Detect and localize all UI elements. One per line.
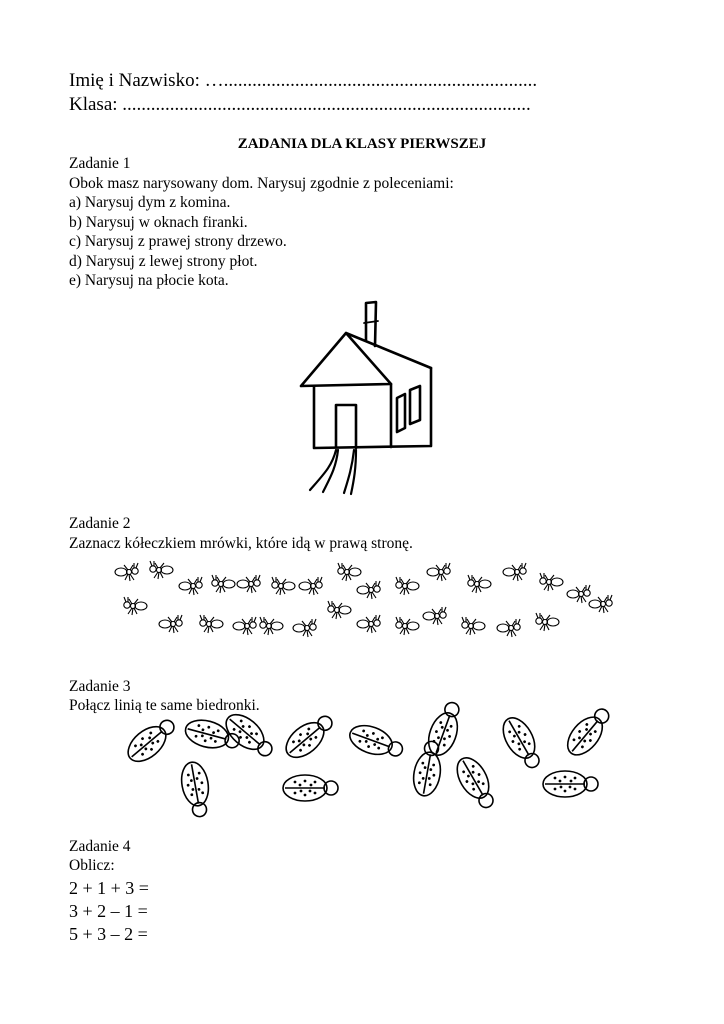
ant <box>299 577 322 595</box>
ants-drawing <box>110 558 620 648</box>
ant <box>357 581 380 599</box>
house-door <box>336 405 356 448</box>
ant <box>260 617 283 635</box>
ladybug <box>543 771 598 797</box>
ant <box>497 619 520 637</box>
ant <box>179 577 202 595</box>
ladybug <box>346 720 407 763</box>
ladybug <box>178 760 213 819</box>
ladybug <box>283 775 338 801</box>
equation-2: 3 + 2 – 1 = <box>69 901 148 921</box>
ant <box>427 563 450 581</box>
house-roof <box>301 333 431 386</box>
task2-instruction: Zaznacz kółeczkiem mrówki, które idą w prawą stronę. <box>69 535 413 552</box>
ant <box>328 601 351 619</box>
ant <box>150 561 173 579</box>
ant <box>237 575 260 593</box>
task2-heading: Zadanie 2 <box>69 515 131 532</box>
ant <box>124 597 147 615</box>
ladybugs-drawing <box>115 712 615 812</box>
task1-item-b: b) Narysuj w oknach firanki. <box>69 214 248 231</box>
ladybug <box>410 739 445 798</box>
ant <box>567 585 590 603</box>
house-chimney <box>366 302 376 346</box>
ant <box>462 617 485 635</box>
ant <box>293 619 316 637</box>
task3-instruction: Połącz linią te same biedronki. <box>69 697 260 714</box>
ant <box>540 573 563 591</box>
house-drawing <box>296 298 436 494</box>
ant <box>357 615 380 633</box>
ladybug <box>280 709 339 764</box>
house-walls <box>314 368 431 448</box>
house-window <box>410 386 420 424</box>
ant <box>423 607 446 625</box>
ant <box>272 577 295 595</box>
ant <box>468 575 491 593</box>
equation-1: 2 + 1 + 3 = <box>69 878 149 898</box>
ant <box>503 563 526 581</box>
task1-instruction: Obok masz narysowany dom. Narysuj zgodnie z poleceniami: <box>69 175 454 192</box>
task3-heading: Zadanie 3 <box>69 678 131 695</box>
ladybug <box>451 752 501 813</box>
task1-item-d: d) Narysuj z lewej strony płot. <box>69 253 258 270</box>
house-window <box>397 394 405 432</box>
ant <box>212 575 235 593</box>
ladybug <box>423 699 466 760</box>
task4-heading: Zadanie 4 <box>69 838 131 855</box>
ant <box>200 615 223 633</box>
ant <box>396 617 419 635</box>
ladybug <box>497 712 547 773</box>
task1-item-a: a) Narysuj dym z komina. <box>69 194 231 211</box>
ant <box>233 617 256 635</box>
ladybug <box>122 713 181 768</box>
ant <box>338 563 361 581</box>
task1-item-c: c) Narysuj z prawej strony drzewo. <box>69 233 287 250</box>
task1-heading: Zadanie 1 <box>69 155 131 172</box>
ant <box>396 577 419 595</box>
ant <box>159 615 182 633</box>
ladybug <box>561 702 616 761</box>
name-field-line: Imię i Nazwisko: ….................................................................. <box>69 70 538 91</box>
task1-item-e: e) Narysuj na płocie kota. <box>69 272 229 289</box>
ant <box>536 613 559 631</box>
class-field-line: Klasa: ...................................................................................... <box>69 94 531 115</box>
house-path <box>310 450 356 494</box>
ant <box>115 563 138 581</box>
task4-instruction: Oblicz: <box>69 857 115 874</box>
page-title: ZADANIA DLA KLASY PIERWSZEJ <box>237 136 487 152</box>
equation-3: 5 + 3 – 2 = <box>69 924 148 944</box>
ant <box>589 595 612 613</box>
